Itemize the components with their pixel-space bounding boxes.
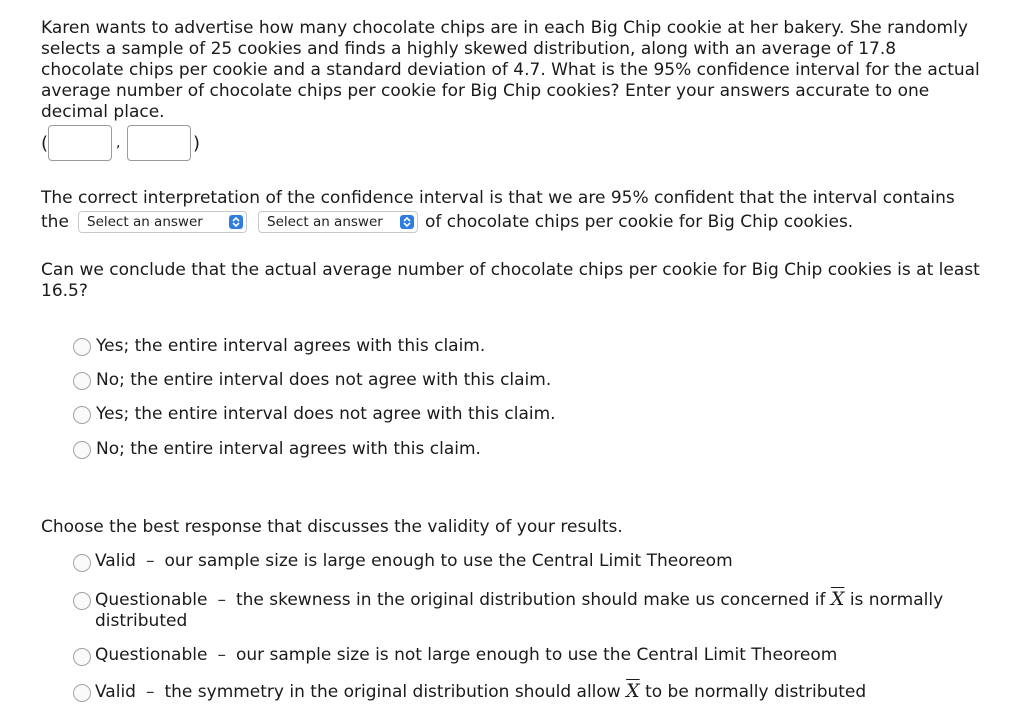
- interpretation-select-2[interactable]: [258, 211, 418, 233]
- option-text-before: the skewness in the original distribution should make us concerned if: [235, 590, 826, 610]
- option-label: Questionable: [95, 645, 208, 665]
- option-label: No; the entire interval does not agree with this claim.: [96, 370, 552, 390]
- interpretation-suffix: of chocolate chips per cookie for Big Chip cookies.: [425, 212, 854, 232]
- chevron-updown-icon: [229, 215, 243, 229]
- radio-button[interactable]: [73, 441, 91, 459]
- interpretation-select-1[interactable]: [78, 211, 247, 233]
- question-text: Karen wants to advertise how many chocolate chips are in each Big Chip cookie at her bakery. She randomly selects a sample of 25 cookies and finds a highly skewed distribution, along with an average of 17.8 chocolate chips per cookie and a standard deviation of 4.7. What is the 95% confidence interval for the actual average number of chocolate chips per cookie for Big Chip cookies? Enter your answers accurate to one decimal place.: [41, 18, 980, 122]
- interpretation-prefix: the: [41, 212, 69, 232]
- select-2-value: Select an answer: [267, 214, 383, 230]
- lower-bound-input[interactable]: [48, 125, 112, 161]
- conclusion-question: Can we conclude that the actual average number of chocolate chips per cookie for Big Chip cookies is at least 16.5?: [41, 260, 980, 301]
- open-paren: (: [41, 133, 49, 154]
- chevron-updown-icon: [400, 215, 414, 229]
- option-text: our sample size is large enough to use the Central Limit Theoreom: [164, 551, 733, 571]
- em-dash: –: [217, 645, 226, 665]
- radio-button[interactable]: [73, 648, 91, 666]
- x-bar-symbol: $\overline{X}$: [830, 588, 845, 610]
- option-label: Valid: [95, 682, 136, 702]
- radio-button[interactable]: [73, 592, 91, 610]
- option-text-after: to be normally distributed: [645, 682, 867, 702]
- radio-button[interactable]: [73, 338, 91, 356]
- option-label: No; the entire interval agrees with this claim.: [96, 439, 481, 459]
- option-label: Valid: [95, 551, 136, 571]
- interpretation-text: The correct interpretation of the confidence interval is that we are 95% confident that the interval contains: [41, 188, 955, 208]
- option-text-after: is normally distributed: [95, 590, 944, 631]
- upper-bound-input[interactable]: [127, 125, 191, 161]
- radio-button[interactable]: [73, 554, 91, 572]
- x-bar-symbol: $\overline{X}$: [626, 680, 640, 702]
- radio-button[interactable]: [73, 372, 91, 390]
- option-label: Yes; the entire interval does not agree with this claim.: [96, 404, 556, 424]
- select-1-value: Select an answer: [87, 214, 203, 230]
- validity-question: Choose the best response that discusses the validity of your results.: [41, 517, 623, 537]
- em-dash: –: [145, 551, 155, 571]
- option-text-before: the symmetry in the original distribution should allow: [164, 682, 621, 702]
- em-dash: –: [145, 682, 155, 702]
- interval-comma: ,: [116, 135, 121, 151]
- option-text: our sample size is not large enough to use the Central Limit Theoreom: [235, 645, 838, 665]
- option-label: Questionable: [95, 590, 208, 610]
- radio-button[interactable]: [73, 684, 91, 702]
- close-paren: ): [193, 133, 201, 154]
- em-dash: –: [217, 590, 226, 610]
- option-label: Yes; the entire interval agrees with this claim.: [96, 336, 486, 356]
- radio-button[interactable]: [73, 406, 91, 424]
